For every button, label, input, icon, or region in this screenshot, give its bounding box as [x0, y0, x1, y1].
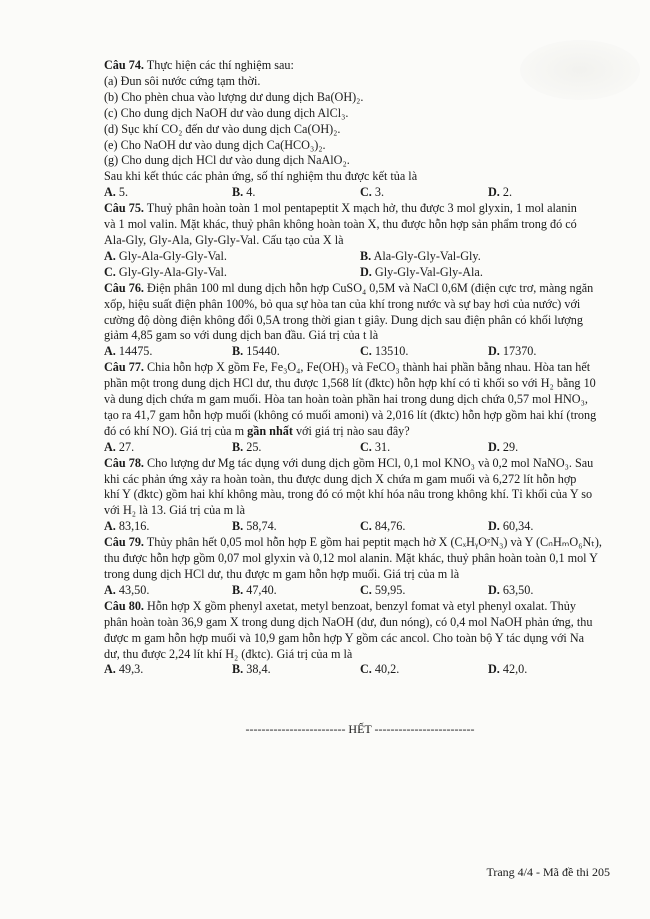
question-text: Hỗn hợp X gồm phenyl axetat, metyl benzoat, benzyl fomat và etyl phenyl oxalat. Thủy: [147, 598, 576, 613]
question-number: Câu 75.: [104, 201, 144, 216]
question-78: [104, 456, 616, 536]
question-text: Thực hiện các thí nghiệm sau:: [146, 58, 294, 72]
option-c: C. Gly-Gly-Ala-Gly-Val.: [104, 264, 227, 279]
question-number: Câu 79.: [104, 535, 144, 550]
option-b: B. 4.: [232, 185, 256, 200]
question-prompt: Sau khi kết thúc các phản ứng, số thí nghiệm thu được kết tủa là: [104, 169, 418, 184]
option-a: A. 5.: [104, 185, 129, 200]
question-80: [104, 599, 616, 679]
question-text: Thuỷ phân hoàn toàn 1 mol pentapeptit X mạch hở, thu được 3 mol glyxin, 1 mol alanin: [146, 201, 577, 216]
question-text: với H₂ là 13. Giá trị của m là: [104, 503, 245, 518]
option-d: D. 2.: [488, 185, 513, 200]
option-d: D. 63,50.: [488, 582, 534, 597]
question-text: dư, thu được 2,24 lít khí H₂ (đktc). Giá trị của m là: [104, 646, 353, 661]
option-b: B. Ala-Gly-Gly-Val-Gly.: [360, 248, 481, 263]
question-79: [104, 535, 616, 599]
question-number: Câu 78.: [104, 455, 144, 470]
option-c: C. 13510.: [360, 344, 409, 359]
page-footer: Trang 4/4 - Mã đề thi 205: [486, 865, 610, 879]
experiment-item: (b) Cho phèn chua vào lượng dư dung dịch Ba(OH)₂.: [104, 89, 364, 104]
end-marker: ------------------------- HẾT -------------------------: [245, 722, 475, 736]
answer-options: [104, 265, 616, 281]
option-b: B. 47,40.: [232, 582, 277, 597]
question-text: khí Y (đktc) gồm hai khí không màu, trong đó có một khí hóa nâu trong không khí. Tỉ khối của Y so: [104, 487, 593, 502]
option-c: C. 31.: [360, 439, 391, 454]
option-c: C. 3.: [360, 185, 385, 200]
answer-options: [104, 344, 616, 360]
question-text: được m gam hỗn hợp muối và 10,9 gam hỗn hợp Y gồm các ancol. Cho toàn bộ Y tác dụng với Na: [104, 630, 585, 645]
emphasis-text: gần nhất: [247, 423, 293, 438]
question-text: trong dung dịch HCl dư, thu được m gam hỗn hợp muối. Giá trị của m là: [104, 567, 460, 581]
option-b: B. 15440.: [232, 344, 280, 359]
answer-options: [104, 583, 616, 599]
experiment-item: (g) Cho dung dịch HCl dư vào dung dịch NaAlO₂.: [104, 153, 350, 168]
option-a: A. 27.: [104, 439, 135, 454]
option-b: B. 58,74.: [232, 519, 277, 534]
answer-options: [104, 519, 616, 535]
question-text: Cho lượng dư Mg tác dụng với dung dịch gồm HCl, 0,1 mol KNO₃ và 0,2 mol NaNO₃. Sau: [147, 455, 594, 470]
question-number: Câu 80.: [104, 598, 144, 613]
option-a: A. Gly-Ala-Gly-Gly-Val.: [104, 248, 227, 263]
option-d: D. 17370.: [488, 344, 537, 359]
question-text: giảm 4,85 gam so với dung dịch ban đầu. Giá trị của t là: [104, 328, 379, 343]
option-c: C. 40,2.: [360, 662, 400, 677]
question-number: Câu 77.: [104, 360, 144, 375]
answer-options: [104, 440, 616, 456]
question-text: phân hoàn toàn 36,9 gam X trong dung dịch NaOH (dư, đun nóng), có 0,4 mol NaOH phản ứng, thu: [104, 614, 593, 629]
question-text: tạo ra 41,7 gam hỗn hợp muối (không có muối amoni) và 2,016 lít (đktc) hỗn hợp gồm hai khí (trong: [104, 407, 597, 422]
question-text: khi các phản ứng xảy ra hoàn toàn, thu được dung dịch X chứa m gam muối và 6,272 lít hỗn hợp: [104, 471, 577, 486]
option-a: A. 49,3.: [104, 662, 144, 677]
option-d: D. 42,0.: [488, 662, 528, 677]
question-text: Chia hỗn hợp X gồm Fe, Fe₃O₄, Fe(OH)₃ và FeCO₃ thành hai phần bằng nhau. Hòa tan hết: [147, 360, 591, 375]
question-text: xốp, hiệu suất điện phân 100%, bỏ qua sự hòa tan của khí trong nước và sự bay hơi của nước) với: [104, 296, 581, 311]
question-75: [104, 201, 616, 281]
question-number: Câu 76.: [104, 280, 144, 295]
exam-content: [104, 58, 616, 736]
question-text-last: đó có khí NO). Giá trị của m gần nhất với giá trị nào sau đây?: [104, 423, 410, 438]
question-number: Câu 74.: [104, 58, 144, 72]
option-a: A. 14475.: [104, 344, 153, 359]
question-text: và 1 mol valin. Mặt khác, thuỷ phân không hoàn toàn X, thu được hỗn hợp sản phẩm trong đó có: [104, 217, 577, 232]
option-c: C. 59,95.: [360, 582, 406, 597]
experiment-item: (a) Đun sôi nước cứng tạm thời.: [104, 73, 261, 88]
answer-options: [104, 185, 616, 201]
option-d: D. 60,34.: [488, 519, 534, 534]
experiment-item: (d) Sục khí CO₂ đến dư vào dung dịch Ca(OH)₂.: [104, 121, 341, 136]
question-77: [104, 360, 616, 455]
option-a: A. 83,16.: [104, 519, 150, 534]
option-b: B. 38,4.: [232, 662, 271, 677]
experiment-item: (c) Cho dung dịch NaOH dư vào dung dịch AlCl₃.: [104, 105, 349, 120]
experiment-item: (e) Cho NaOH dư vào dung dịch Ca(HCO₃)₂.: [104, 137, 326, 152]
question-text: cường độ dòng điện không đổi 0,5A trong thời gian t giây. Dung dịch sau điện phân có khối lượng: [104, 312, 583, 327]
question-text: phần một trong dung dịch HCl dư, thu được 1,568 lít (đktc) hỗn hợp khí có tỉ khối so với H₂ bằng 10: [104, 376, 596, 391]
option-d: D. 29.: [488, 439, 519, 454]
option-b: B. 25.: [232, 439, 262, 454]
option-c: C. 84,76.: [360, 519, 406, 534]
option-d: D. Gly-Gly-Val-Gly-Ala.: [360, 264, 483, 279]
answer-options: [104, 249, 616, 265]
question-text: Thủy phân hết 0,05 mol hỗn hợp E gồm hai peptit mạch hở X (CₓHᵧOᶻN₃) và Y (CₙHₘO₆Nₜ),: [146, 535, 602, 550]
question-text: thu được hỗn hợp gồm 0,07 mol glyxin và 0,12 mol alanin. Mặt khác, thuỷ phân hoàn toàn 0,1 mol Y: [104, 551, 598, 566]
question-text: Điện phân 100 ml dung dịch hỗn hợp CuSO₄ 0,5M và NaCl 0,6M (điện cực trơ, màng ngăn: [147, 280, 594, 295]
option-a: A. 43,50.: [104, 582, 150, 597]
answer-options: [104, 662, 616, 678]
question-text: và dung dịch chứa m gam muối. Hòa tan hoàn toàn phần hai trong dung dịch chứa 0,57 mol HNO₃,: [104, 392, 588, 407]
question-76: [104, 281, 616, 361]
question-text: Ala-Gly, Gly-Ala, Gly-Gly-Val. Cấu tạo của X là: [104, 232, 344, 247]
question-74: [104, 58, 616, 201]
